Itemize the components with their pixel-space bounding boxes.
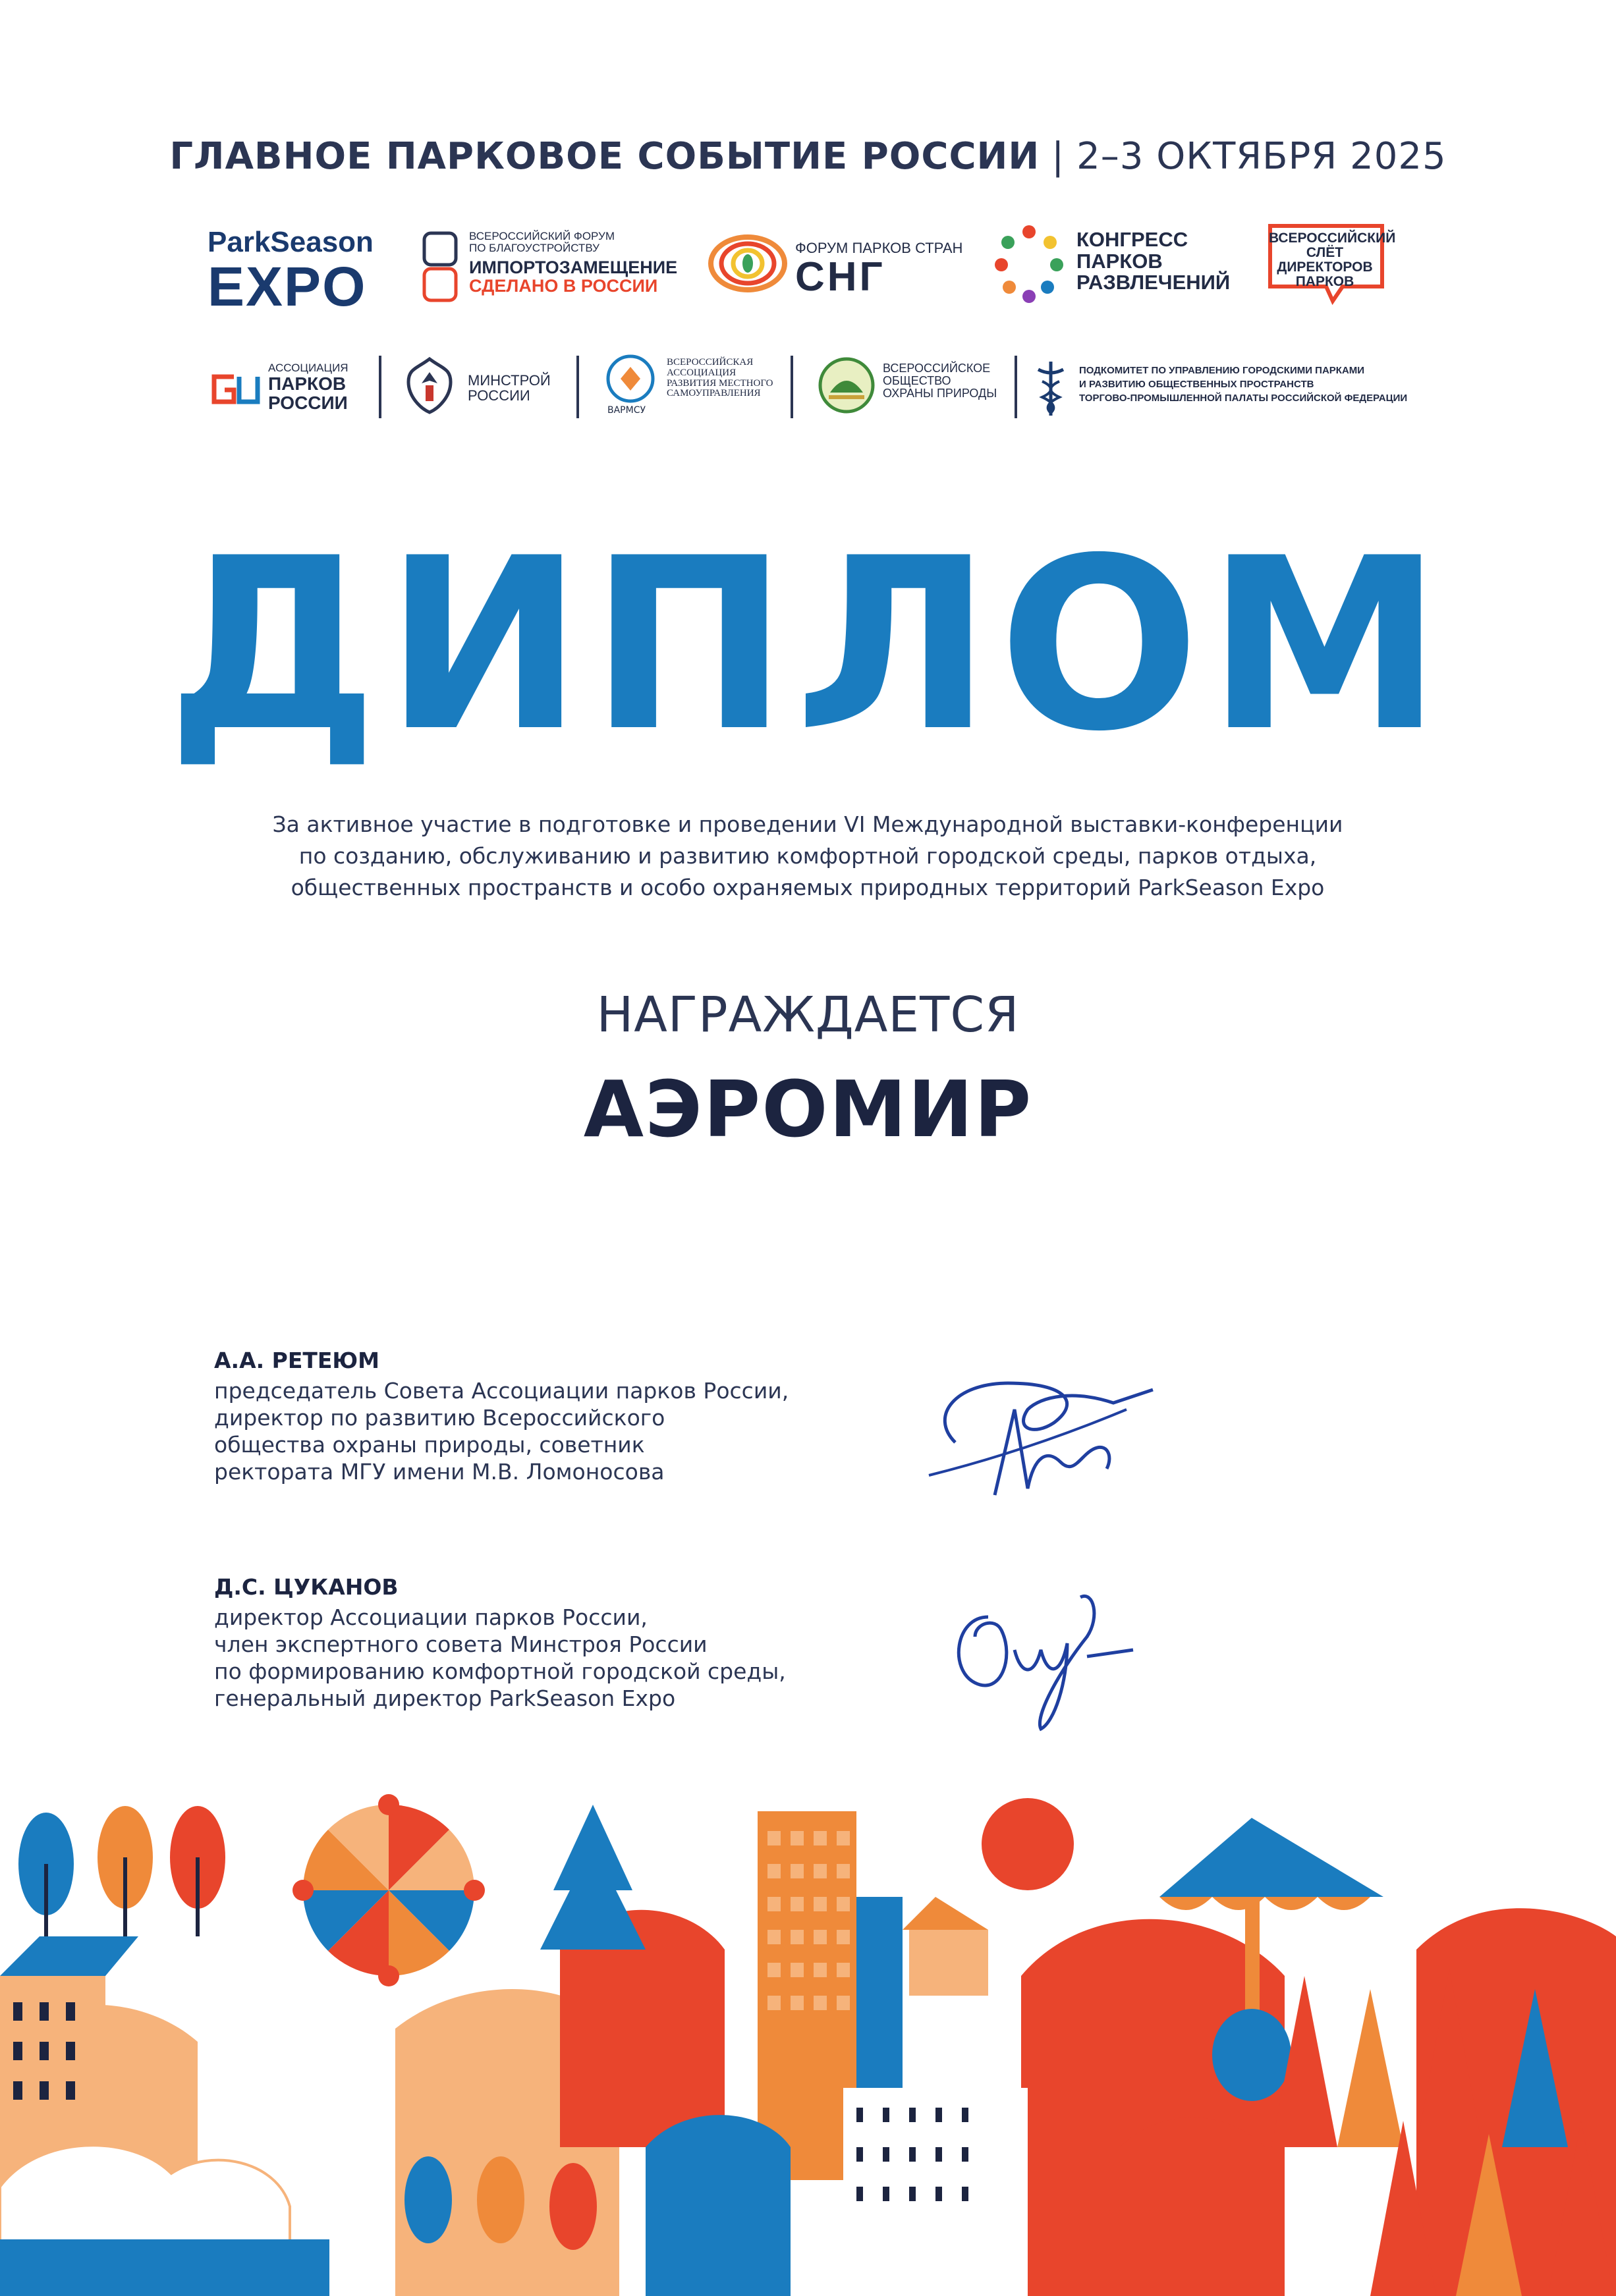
headline-title: ГЛАВНОЕ ПАРКОВОЕ СОБЫТИЕ РОССИИ [169,135,1040,178]
tpp-line1: ПОДКОМИТЕТ ПО УПРАВЛЕНИЮ ГОРОДСКИМИ ПАРКАМИ [1079,365,1365,376]
logo-divider [791,356,793,418]
signature-2 [935,1577,1159,1736]
sng-line1: ФОРУМ ПАРКОВ СТРАН [795,240,963,256]
logo-divider [1015,356,1017,418]
dome-shape [646,2115,791,2296]
slet-line3: ПАРКОВ [1295,274,1354,290]
slet-line1: ВСЕРОССИЙСКИЙ [1269,231,1396,246]
parkseason-expo-logo [208,226,374,318]
varmsu-line4: САМОУПРАВЛЕНИЯ [667,388,761,399]
tpp-line3: ТОРГОВО-ПРОМЫШЛЕННОЙ ПАЛАТЫ РОССИЙСКОЙ ФЕДЕРАЦИИ [1079,392,1408,404]
kongress-line2: ПАРКОВ [1076,249,1163,273]
voop-emblem-icon [817,356,876,415]
signer-role-line: директор по развитию Всероссийского [214,1405,665,1431]
signer-name: А.А. РЕТЕЮМ [214,1348,379,1373]
diploma-title: ДИПЛОМ [167,507,1449,783]
tree-shape [404,2156,452,2243]
description-line: За активное участие в подготовке и проведении VI Международной выставки-конференции [272,811,1343,837]
signer-block [214,1574,939,1712]
signer-role-line: член экспертного совета Минстроя России [214,1631,708,1657]
minstroy-line2: РОССИИ [468,387,530,404]
tpp-line2: И РАЗВИТИЮ ОБЩЕСТВЕННЫХ ПРОСТРАНСТВ [1079,378,1314,390]
voop-line2: ОБЩЕСТВО [883,373,951,387]
diploma-description [149,809,1466,904]
signer-name: Д.С. ЦУКАНОВ [214,1574,399,1600]
tree-shape [1337,1989,1403,2147]
dome-shape [1120,2118,1265,2296]
signer-role-line: генеральный директор ParkSeason Expo [214,1685,676,1711]
minstroy-line1: МИНСТРОЙ [468,372,551,389]
varmsu-line2: АССОЦИАЦИЯ [667,367,737,378]
forum-icon [422,231,459,303]
kongress-line1: КОНГРЕСС [1076,228,1188,251]
signer-role-line: директор Ассоциации парков России, [214,1604,648,1630]
carousel-pole [1245,1897,1260,2029]
varmsu-badge: ВАРМСУ [607,405,646,416]
logo-divider [576,356,579,418]
sng-emblem-icon [708,234,787,293]
assoc-line2: ПАРКОВ [268,373,347,394]
tree-shape [477,2156,524,2243]
signer-role-line: ректората МГУ имени М.В. Ломоносова [214,1459,665,1485]
parkseason-logo-line2: EXPO [208,256,367,318]
awarded-label: НАГРАЖДАЕТСЯ [596,987,1020,1043]
assoc-line1: АССОЦИАЦИЯ [268,362,348,374]
kongress-line3: РАЗВЛЕЧЕНИЙ [1076,271,1231,294]
signer-role-line: председатель Совета Ассоциации парков России, [214,1378,789,1404]
logo-divider [379,356,381,418]
carousel-roof [1159,1818,1383,1897]
headline-dates: 2–3 ОКТЯБРЯ 2025 [1076,135,1447,178]
ferris-wheel [293,1794,485,1986]
varmsu-emblem-icon [601,352,660,412]
description-line: по созданию, обслуживанию и развитию комфортной городской среды, парков отдыха, [298,843,1317,869]
assoc-emblem-icon [208,373,262,406]
sng-line2: СНГ [795,254,885,300]
varmsu-line1: ВСЕРОССИЙСКАЯ [667,357,754,368]
park-illustration [0,1778,1616,2296]
signer-block [214,1348,873,1485]
signer-role-line: общества охраны природы, советник [214,1432,645,1458]
signer-role-line: по формированию комфортной городской среды, [214,1658,786,1684]
event-headline [0,135,1616,178]
recipient-name: АЭРОМИР [583,1064,1033,1155]
forum-line2: ПО БЛАГОУСТРОЙСТВУ [469,241,599,254]
carousel-body [1212,2009,1291,2101]
carousel-trim [1159,1897,1370,1910]
slet-logo [1264,221,1396,306]
coat-of-arms-icon [403,356,456,415]
roof-shape [0,1936,138,1976]
signature-1 [916,1344,1166,1502]
voop-line3: ОХРАНЫ ПРИРОДЫ [883,386,997,400]
kongress-emblem-icon [993,224,1065,304]
forum-line3: ИМПОРТОЗАМЕЩЕНИЕ [469,257,678,277]
tree-shape [549,2163,597,2250]
forum-line1: ВСЕРОССИЙСКИЙ ФОРУМ [469,230,615,242]
voop-line1: ВСЕРОССИЙСКОЕ [883,362,991,375]
roof-shape [903,1897,988,1930]
house-shape [909,1930,988,1996]
headline-separator: | [1051,135,1065,178]
slet-line2: СЛЁТ ДИРЕКТОРОВ [1277,245,1373,275]
spruce-shape [540,1844,646,1950]
varmsu-line3: РАЗВИТИЯ МЕСТНОГО [667,377,773,389]
description-line: общественных пространств и особо охраняемых природных территорий ParkSeason Expo [291,875,1325,900]
pond-shape [0,2239,329,2296]
parkseason-logo-line1: ParkSeason [208,226,374,258]
forum-line4: СДЕЛАНО В РОССИИ [469,276,658,296]
caduceus-icon [1034,359,1067,418]
sun-shape [982,1798,1074,1890]
assoc-line3: РОССИИ [268,393,348,414]
